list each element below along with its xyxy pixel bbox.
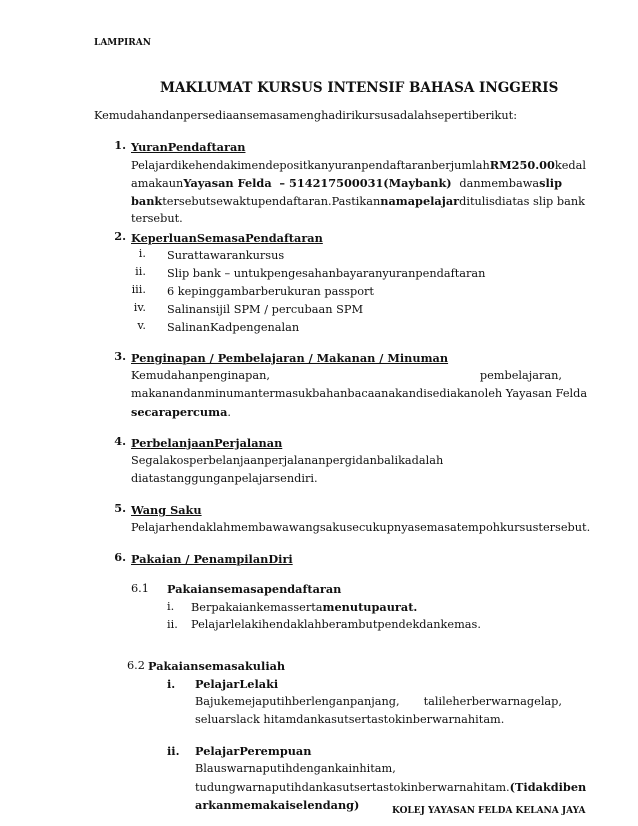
- list-marker: ii.: [167, 744, 180, 758]
- list-marker: i.: [167, 600, 175, 613]
- header-label: LAMPIRAN: [94, 38, 151, 48]
- list-item: Slip bank – untukpengesahanbayaranyuranpendaftaran: [167, 267, 486, 280]
- paragraph-line: seluarslack hitamdankasutsertastokinberwarnahitam.: [195, 713, 505, 726]
- subsection-number: 6.1: [131, 582, 149, 595]
- paragraph-line: Blauswarnaputihdengankainhitam,: [195, 762, 396, 775]
- paragraph-line: Segalakosperbelanjaanperjalananpergidanbalikadalah: [131, 454, 444, 467]
- page-title: MAKLUMAT KURSUS INTENSIF BAHASA INGGERIS: [160, 80, 559, 96]
- paragraph-line: tudungwarnaputihdankasutsertastokinberwarnahitam.(Tidakdiben: [195, 780, 587, 794]
- section-number: 1.: [114, 138, 126, 152]
- list-marker: v.: [137, 319, 146, 332]
- section-heading: PerbelanjaanPerjalanan: [131, 436, 283, 450]
- paragraph-line: secarapercuma.: [131, 405, 232, 419]
- list-marker: iii.: [131, 283, 146, 296]
- section-number: 5.: [114, 501, 126, 515]
- list-item: Salinansijil SPM / percubaan SPM: [167, 303, 364, 316]
- list-item: Pelajarlelakihendaklahberambutpendekdankemas.: [191, 618, 481, 631]
- list-marker: iv.: [133, 301, 146, 314]
- subsection-heading: Pakaiansemasakuliah: [148, 659, 286, 673]
- list-item: 6 kepinggambarberukuran passport: [167, 285, 374, 298]
- section-number: 3.: [114, 349, 126, 363]
- section-heading: Wang Saku: [131, 503, 202, 517]
- list-item: Berpakaiankemassertamenutupaurat.: [191, 600, 418, 614]
- paragraph-line: makanandanminumantermasukbahanbacaanakandisediakanoleh Yayasan Felda: [131, 387, 588, 400]
- paragraph-line: amakaunYayasan Felda – 514217500031(Maybank) danmembawaslip: [131, 176, 562, 190]
- section-number: 6.: [114, 550, 126, 564]
- section-number: 2.: [114, 229, 126, 243]
- section-number: 4.: [114, 434, 126, 448]
- list-marker: ii.: [135, 265, 146, 278]
- paragraph-line: tersebut.: [131, 212, 183, 225]
- subsection-heading: Pakaiansemasapendaftaran: [167, 582, 342, 596]
- paragraph-line: arkanmemakaiselendang): [195, 798, 360, 812]
- paragraph-line: Pelajarhendaklahmembawawangsakusecukupnyasemasatempohkursustersebut.: [131, 521, 591, 534]
- section-heading: Pakaian / PenampilanDiri: [131, 552, 293, 566]
- list-marker: i.: [167, 677, 176, 691]
- paragraph-line: diatastanggunganpelajarsendiri.: [131, 472, 318, 485]
- section-heading: YuranPendaftaran: [131, 140, 246, 154]
- item-heading: PelajarPerempuan: [195, 744, 312, 758]
- footer-label: KOLEJ YAYASAN FELDA KELANA JAYA: [392, 806, 586, 816]
- section-heading: Penginapan / Pembelajaran / Makanan / Minuman: [131, 351, 449, 365]
- paragraph-line: banktersebutsewaktupendaftaran. Pastikannamapelajarditulisdiatas slip bank: [131, 194, 585, 208]
- list-item: Surattawarankursus: [167, 249, 285, 262]
- item-heading: PelajarLelaki: [195, 677, 279, 691]
- list-marker: i.: [138, 247, 146, 260]
- intro-text: Kemudahandanpersediaansemasamenghadirikursusadalahsepertiberikut:: [94, 109, 517, 122]
- paragraph-line: Bajukemejaputihberlenganpanjang, talileherberwarnagelap,: [195, 695, 562, 708]
- subsection-number: 6.2: [127, 659, 145, 672]
- section-heading: KeperluanSemasaPendaftaran: [131, 231, 323, 245]
- list-marker: ii.: [167, 618, 178, 631]
- paragraph-line: Kemudahanpenginapan, pembelajaran,: [131, 369, 562, 382]
- list-item: SalinanKadpengenalan: [167, 321, 300, 334]
- paragraph-line: PelajardikehendakimendepositkanyuranpendaftaranberjumlahRM250.00kedal: [131, 158, 587, 172]
